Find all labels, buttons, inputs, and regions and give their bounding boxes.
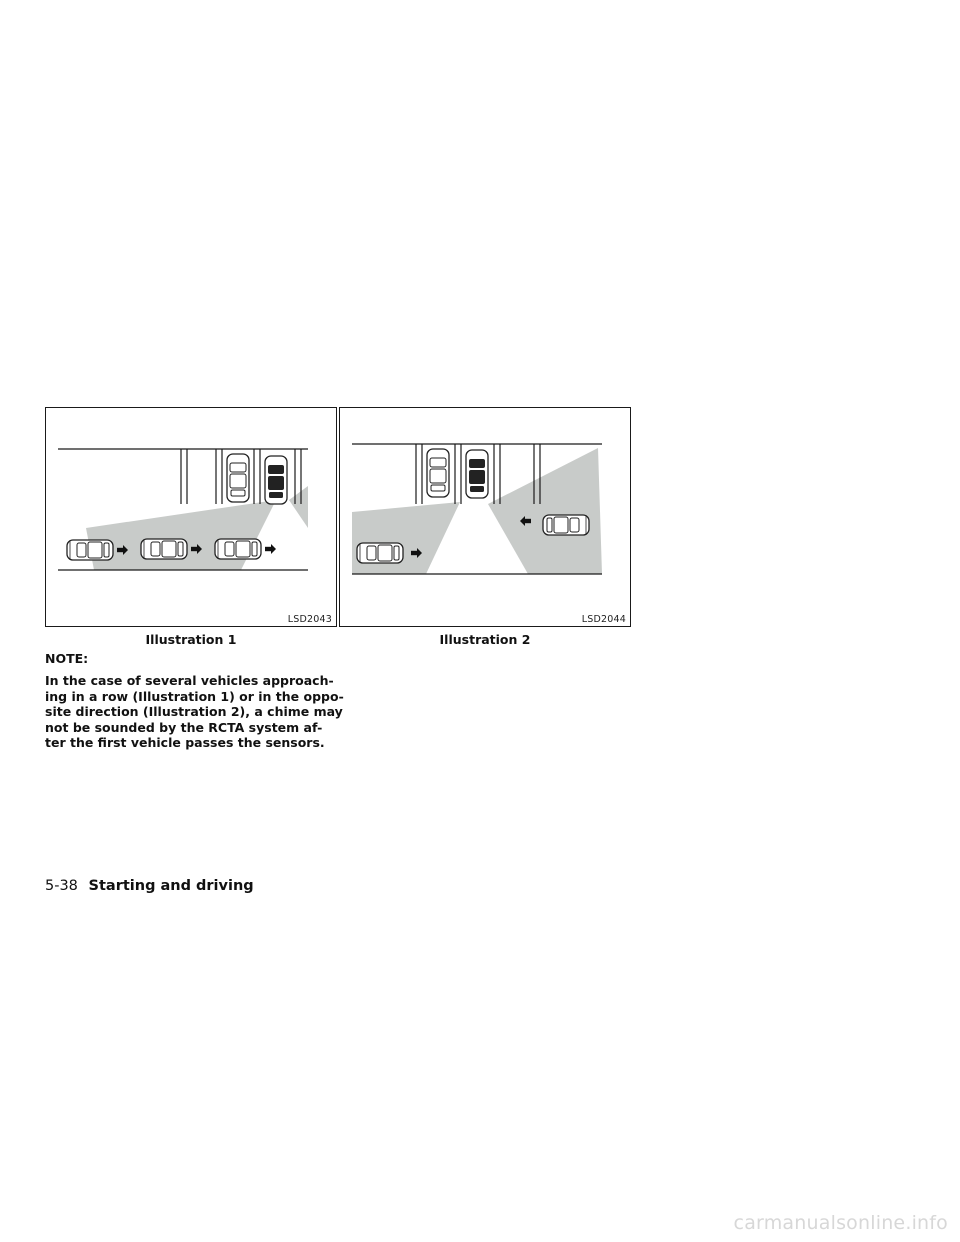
- figure-code: LSD2043: [287, 614, 332, 625]
- approaching-vehicle: [141, 539, 187, 559]
- note-line: ter the first vehicle passes the sensors.: [45, 735, 325, 750]
- own-vehicle-reversing: [466, 450, 488, 498]
- figure-code: LSD2044: [581, 614, 626, 625]
- note-line: not be sounded by the RCTA system af-: [45, 719, 323, 735]
- section-title: Starting and driving: [88, 878, 254, 894]
- note-line: In the case of several vehicles approach-: [45, 673, 334, 688]
- illustration-2-drawing: [340, 408, 630, 626]
- approaching-vehicle: [357, 543, 403, 563]
- oncoming-vehicle: [543, 515, 589, 535]
- illustration-2-figure: [339, 407, 631, 627]
- approaching-vehicle: [215, 539, 261, 559]
- note-body: [45, 673, 344, 751]
- illustration-1-figure: [45, 407, 337, 627]
- parked-vehicle: [227, 454, 249, 502]
- illustration-1-drawing: [46, 408, 336, 626]
- note-line: ing in a row (Illustration 1) or in the oppo-: [45, 688, 344, 704]
- direction-arrow-icon: [265, 544, 276, 554]
- note-line: site direction (Illustration 2), a chime may: [45, 704, 343, 719]
- page-footer: [45, 878, 254, 894]
- parked-vehicle: [427, 449, 449, 497]
- page-number: 5-38: [45, 878, 78, 894]
- detection-zone: [289, 486, 308, 528]
- illustration-1-caption: Illustration 1: [145, 632, 237, 647]
- watermark: carmanualsonline.info: [733, 1212, 948, 1234]
- detection-zone: [488, 448, 602, 574]
- note-heading: NOTE:: [45, 651, 89, 666]
- illustration-2-caption: Illustration 2: [439, 632, 531, 647]
- own-vehicle-reversing: [265, 456, 287, 504]
- approaching-vehicle: [67, 540, 113, 560]
